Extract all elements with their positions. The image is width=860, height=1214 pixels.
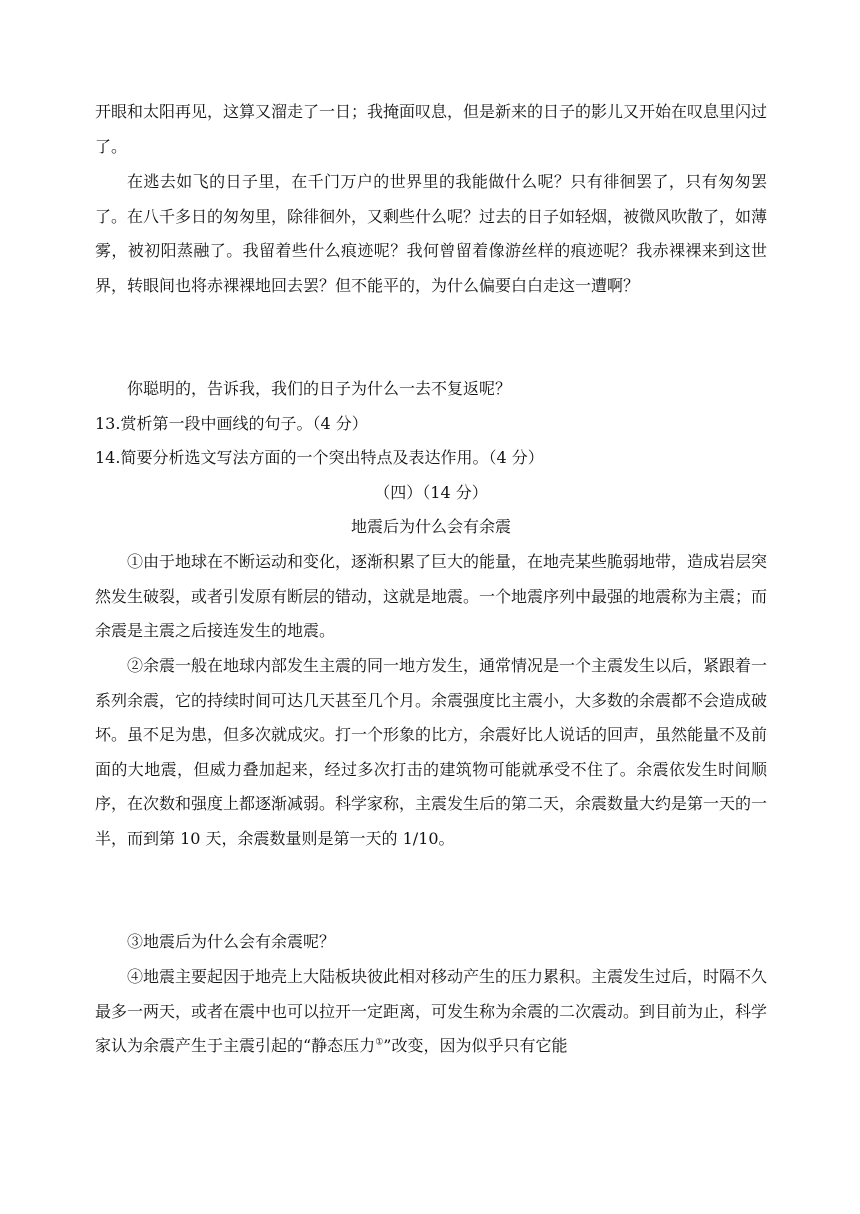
article-paragraph-4-text-end: ”改变，因为似乎只有它能: [383, 1036, 568, 1055]
passage-paragraph-tail: 开眼和太阳再见，这算又溜走了一日；我掩面叹息，但是新来的日子的影儿又开始在叹息里闪过了。: [95, 102, 768, 156]
question-14: 14.简要分析选文写法方面的一个突出特点及表达作用。（4 分）: [95, 448, 544, 467]
article-paragraph-4-text: ④地震主要起因于地壳上大陆板块彼此相对移动产生的压力累积。主震发生过后，时隔不久最多一两天，或者在震中也可以拉开一定距离，可发生称为余震的二次震动。到目前为止，科学家认为余震产生于主震引起的“静态压力: [95, 967, 768, 1055]
article-title: 地震后为什么会有余震: [350, 517, 511, 536]
article-paragraph-1: ①由于地球在不断运动和变化，逐渐积累了巨大的能量，在地壳某些脆弱地带，造成岩层突然发生破裂，或者引发原有断层的错动，这就是地震。一个地震序列中最强的地震称为主震；而余震是主震之后接连发生的地震。: [95, 552, 768, 640]
article-paragraph-2: ②余震一般在地球内部发生主震的同一地方发生，通常情况是一个主震发生以后，紧跟着一系列余震，它的持续时间可达几天甚至几个月。余震强度比主震小，大多数的余震都不会造成破坏。虽不足为患，但多次就成灾。打一个形象的比方，余震好比人说话的回声，虽然能量不及前面的大地震，但威力叠加起来，经过多次打击的建筑物可能就承受不住了。余震依发生时间顺序，在次数和强度上都逐渐减弱。科学家称，主震发生后的第二天，余震数量大约是第一天的一半，而到第 10 天，余震数量则是第一天的 1/10。: [95, 656, 768, 848]
footnote-marker: ①: [375, 1037, 384, 1048]
section-heading: （四）（14 分）: [374, 483, 488, 502]
article-paragraph-3: ③地震后为什么会有余震呢？: [127, 932, 336, 951]
passage-paragraph-3: 你聪明的，告诉我，我们的日子为什么一去不复返呢？: [127, 379, 512, 398]
passage-paragraph-2: 在逃去如飞的日子里，在千门万户的世界里的我能做什么呢？只有徘徊罢了，只有匆匆罢了。在八千多日的匆匆里，除徘徊外，又剩些什么呢？过去的日子如轻烟，被微风吹散了，如薄雾，被初阳蒸融了。我留着些什么痕迹呢？我何曾留着像游丝样的痕迹呢？我赤裸裸来到这世界，转眼间也将赤裸裸地回去罢？但不能平的，为什么偏要白白走这一遭啊？: [95, 172, 768, 295]
article-paragraph-4: [95, 960, 767, 1064]
question-13: 13.赏析第一段中画线的句子。（4 分）: [95, 414, 368, 433]
